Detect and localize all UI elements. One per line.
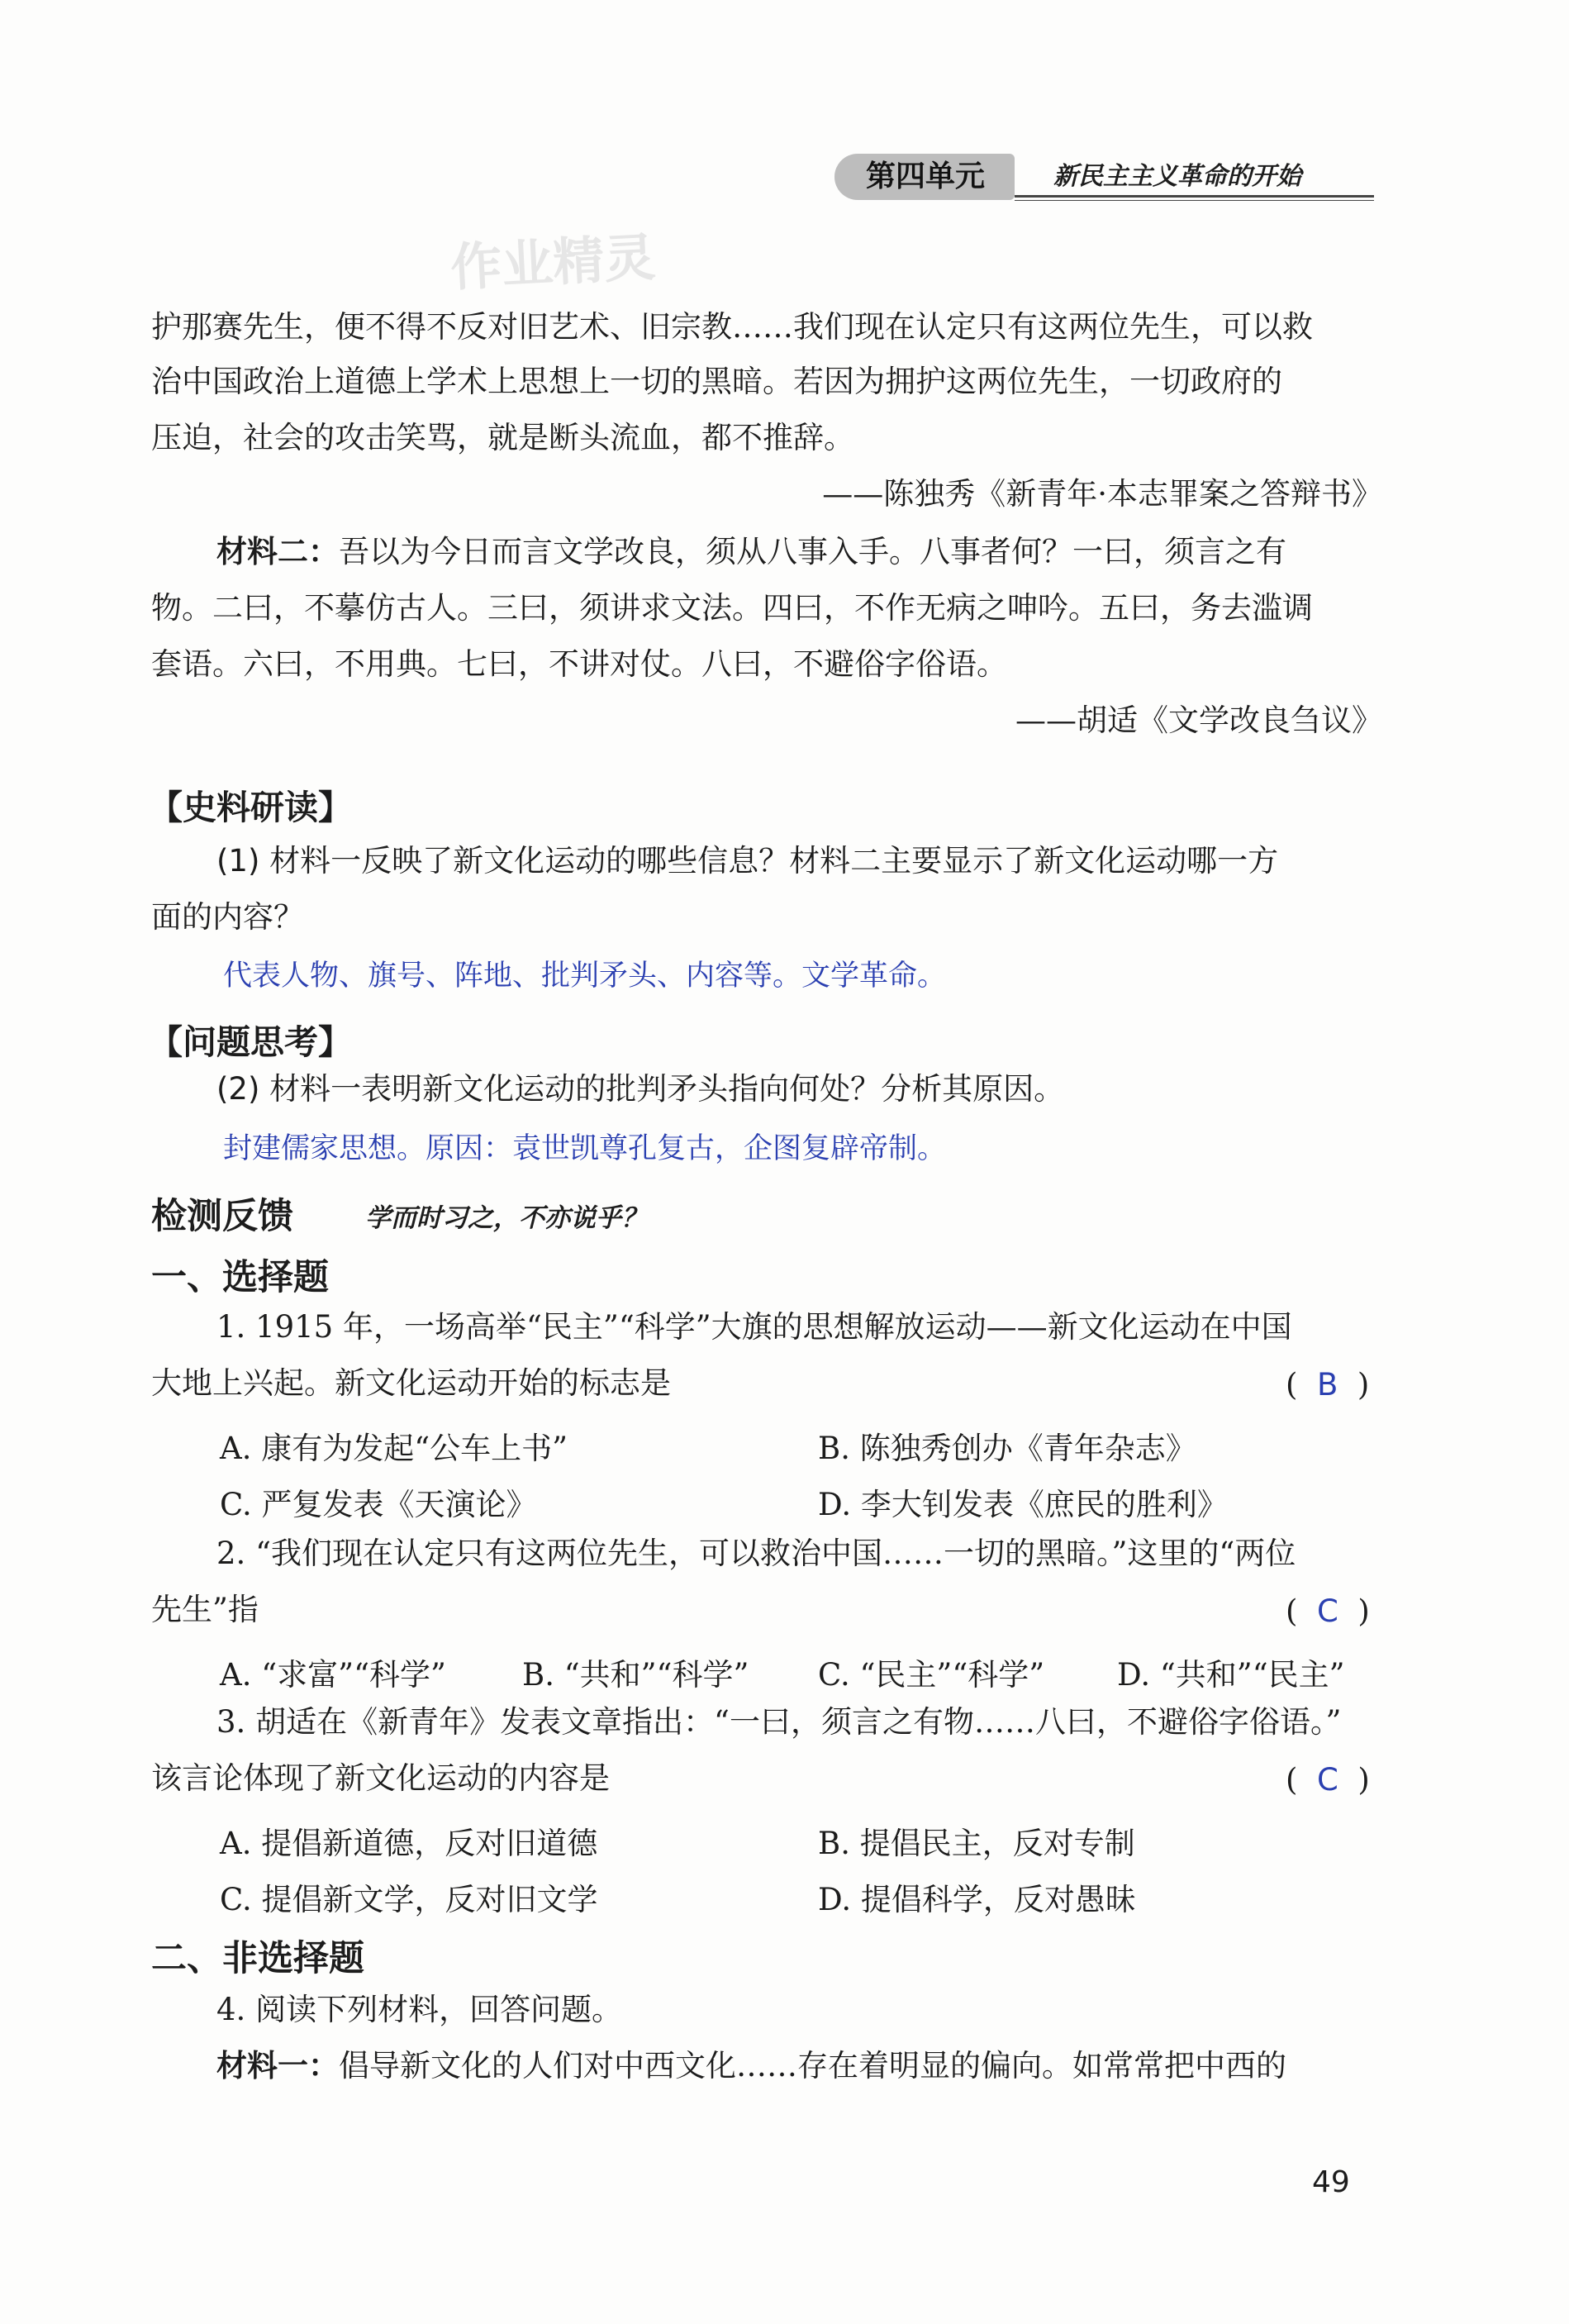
page-number: 49 (1312, 2165, 1350, 2199)
material1-line-2: 治中国政治上道德上学术上思想上一切的黑暗。若因为拥护这两位先生，一切政府的 (151, 364, 1282, 399)
q2-option-a: A. “求富”“科学” (220, 1657, 446, 1693)
feedback-title: 检测反馈 (151, 1196, 293, 1237)
q4-material1-label: 材料一： (216, 2048, 339, 2084)
q1-option-d: D. 李大钊发表《庶民的胜利》 (818, 1487, 1228, 1522)
q3-option-b: B. 提倡民主，反对专制 (818, 1826, 1135, 1861)
q2-option-c: C. “民主”“科学” (818, 1657, 1045, 1693)
q1-answer: B (1316, 1367, 1338, 1402)
think-answer: 封建儒家思想。原因：袁世凯尊孔复古，企图复辟帝制。 (223, 1132, 947, 1165)
q3-answer: C (1316, 1762, 1338, 1798)
study-question-line-1: (1) 材料一反映了新文化运动的哪些信息？材料二主要显示了新文化运动哪一方 (216, 843, 1279, 879)
q3-answer-bracket: ( C ) (1286, 1762, 1370, 1798)
q3-option-d: D. 提倡科学，反对愚昧 (818, 1882, 1136, 1917)
q2-answer-bracket: ( C ) (1286, 1593, 1370, 1629)
feedback-motto: 学而时习之，不亦说乎？ (365, 1203, 647, 1233)
material2-line-2: 物。二曰，不摹仿古人。三曰，须讲求文法。四曰，不作无病之呻吟。五曰，务去滥调 (151, 590, 1313, 626)
material1-line-1: 护那赛先生，便不得不反对旧艺术、旧宗教……我们现在认定只有这两位先生，可以救 (151, 309, 1313, 345)
q3-line-1: 3. 胡适在《新青年》发表文章指出：“一曰，须言之有物……八曰，不避俗字俗语。” (216, 1704, 1342, 1740)
q4-prompt: 4. 阅读下列材料，回答问题。 (216, 1992, 623, 2027)
q3-option-a: A. 提倡新道德，反对旧道德 (220, 1826, 598, 1861)
study-title: 【史料研读】 (149, 788, 352, 827)
think-title: 【问题思考】 (149, 1022, 352, 1062)
study-question-line-2: 面的内容？ (151, 899, 304, 935)
header-rule (1015, 195, 1374, 198)
q2-option-d: D. “共和”“民主” (1117, 1657, 1345, 1693)
q2-option-b: B. “共和”“科学” (522, 1657, 749, 1693)
unit-label: 第四单元 (866, 160, 986, 193)
material1-source: ——陈独秀《新青年·本志罪案之答辩书》 (822, 476, 1382, 512)
q2-line-2: 先生”指 (151, 1592, 259, 1627)
q1-option-b: B. 陈独秀创办《青年杂志》 (818, 1431, 1196, 1466)
q1-option-a: A. 康有为发起“公车上书” (220, 1431, 568, 1466)
q3-line-2: 该言论体现了新文化运动的内容是 (151, 1760, 610, 1796)
think-question: (2) 材料一表明新文化运动的批判矛头指向何处？分析其原因。 (216, 1071, 1065, 1107)
q4-material1 (216, 2050, 1286, 2083)
nonchoice-section-title: 二、非选择题 (151, 1938, 364, 1979)
choice-section-title: 一、选择题 (151, 1257, 329, 1298)
material1-line-3: 压迫，社会的攻击笑骂，就是断头流血，都不推辞。 (151, 420, 854, 455)
material2-source: ——胡适《文学改良刍议》 (1015, 702, 1382, 738)
q2-answer: C (1316, 1593, 1338, 1629)
q3-option-c: C. 提倡新文学，反对旧文学 (220, 1882, 598, 1917)
q2-line-1: 2. “我们现在认定只有这两位先生，可以救治中国……一切的黑暗。”这里的“两位 (216, 1536, 1296, 1571)
q1-option-c: C. 严复发表《天演论》 (220, 1487, 537, 1522)
q1-answer-bracket: ( B ) (1286, 1367, 1370, 1402)
study-answer: 代表人物、旗号、阵地、批判矛头、内容等。文学革命。 (223, 960, 947, 993)
q4-material1-text: 倡导新文化的人们对中西文化……存在着明显的偏向。如常常把中西的 (339, 2048, 1286, 2084)
material2-line-1 (216, 536, 1286, 569)
q1-line-1: 1. 1915 年，一场高举“民主”“科学”大旗的思想解放运动——新文化运动在中国 (216, 1309, 1292, 1345)
material2-text: 吾以为今日而言文学改良，须从八事入手。八事者何？一曰，须言之有 (339, 534, 1286, 569)
material2-label: 材料二： (216, 534, 339, 569)
watermark: 作业精灵 (449, 226, 658, 298)
unit-title: 新民主主义革命的开始 (1053, 162, 1301, 191)
header-rule-2 (1015, 200, 1374, 201)
material2-line-3: 套语。六曰，不用典。七曰，不讲对仗。八曰，不避俗字俗语。 (151, 646, 1007, 682)
q1-line-2: 大地上兴起。新文化运动开始的标志是 (151, 1365, 671, 1401)
